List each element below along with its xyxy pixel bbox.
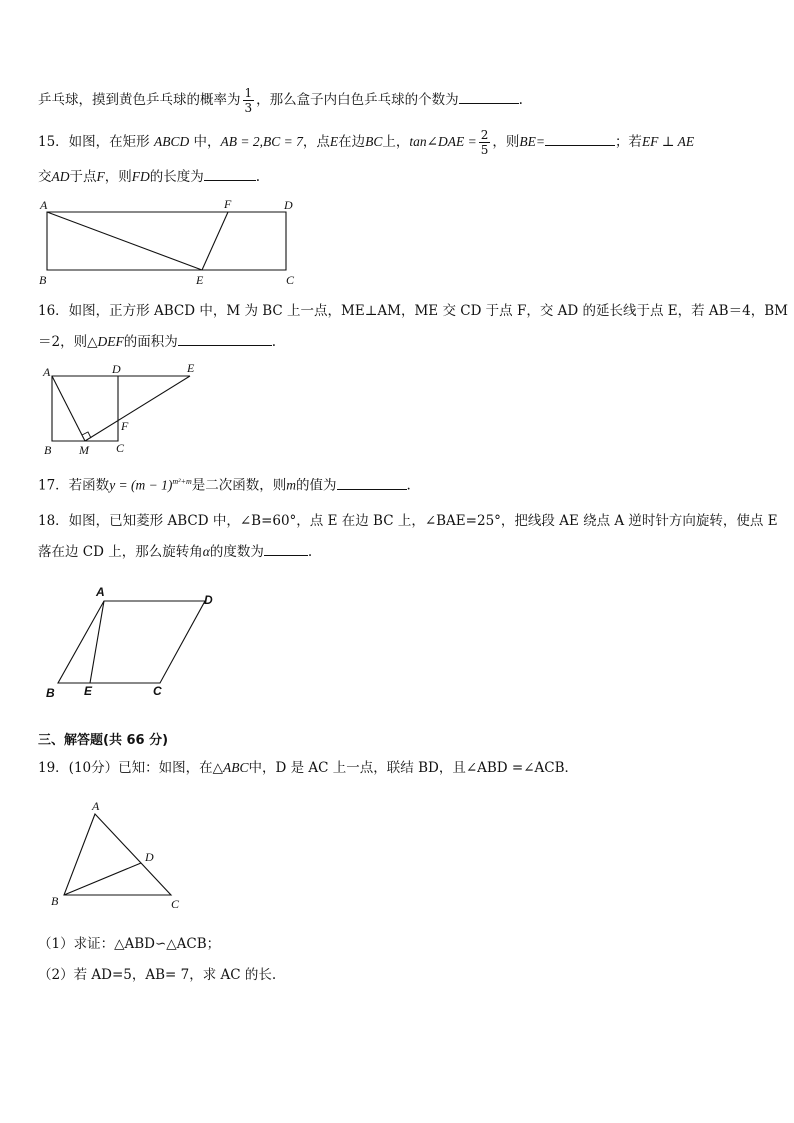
label-f: F bbox=[224, 197, 232, 211]
q14-answer-blank[interactable] bbox=[459, 89, 519, 104]
q15-be-blank[interactable] bbox=[545, 131, 615, 146]
q16-answer-blank[interactable] bbox=[178, 331, 272, 346]
q19-part2: （2）若 AD=5，AB= 7，求 AC 的长. bbox=[38, 967, 277, 983]
q14-line: 乒乓球，摸到黄色乒乓球的概率为 $\frac{1}{3}$ ，那么盒子内白色乒乓球的个数为 . bbox=[38, 86, 523, 115]
q14-text1: 乒乓球，摸到黄色乒乓球的概率为 bbox=[38, 92, 241, 108]
q15-rectangle-figure bbox=[30, 195, 310, 290]
label-d: D bbox=[112, 362, 121, 376]
q15-line2: 交AD于点F，则FD的长度为 . bbox=[38, 166, 260, 187]
q17-line: 17．若函数$y = (m - 1)^{m^2+m}$是二次函数，则m的值为 . bbox=[38, 472, 411, 496]
rectangle-abcd bbox=[47, 212, 286, 270]
q18-line2: 落在边 CD 上，那么旋转角α的度数为 . bbox=[38, 541, 312, 562]
label-b: B bbox=[51, 894, 59, 908]
label-c: C bbox=[153, 684, 162, 698]
segment-ef bbox=[202, 212, 228, 270]
q15-line1: 15．如图，在矩形 ABCD 中，AB = 2,BC = 7，点E在边BC上，tan∠DAE = $\frac{2}{5}$ ，则BE= ；若EF ⊥ AE bbox=[38, 128, 695, 157]
label-a: A bbox=[43, 365, 51, 379]
q14-fraction: $\frac{1}{3}$ bbox=[244, 86, 253, 115]
q19-line1: 19．(10分）已知：如图，在△ABC中，D 是 AC 上一点，联结 BD，且∠ABD =∠ACB． bbox=[38, 760, 579, 776]
label-c: C bbox=[116, 441, 125, 455]
q18-line1: 18．如图，已知菱形 ABCD 中，∠B=60°，点 E 在边 BC 上，∠BAE=25°，把线段 AE 绕点 A 逆时针方向旋转，使点 E bbox=[38, 513, 778, 529]
label-f: F bbox=[121, 419, 129, 433]
q16-line1: 16．如图，正方形 ABCD 中，M 为 BC 上一点，ME⊥AM，ME 交 CD 于点 F，交 AD 的延长线于点 E，若 AB＝4，BM bbox=[38, 303, 788, 319]
label-a: A bbox=[40, 198, 48, 212]
label-d: D bbox=[204, 593, 213, 607]
triangle-abc bbox=[64, 814, 171, 895]
q17-answer-blank[interactable] bbox=[337, 475, 407, 490]
label-c: C bbox=[171, 897, 180, 911]
label-b: B bbox=[46, 686, 55, 700]
label-a: A bbox=[96, 585, 105, 599]
label-e: E bbox=[196, 273, 204, 287]
q15-fd-blank[interactable] bbox=[204, 166, 256, 181]
label-e: E bbox=[187, 361, 195, 375]
q18-answer-blank[interactable] bbox=[264, 541, 308, 556]
segment-am bbox=[52, 376, 85, 441]
label-e: E bbox=[84, 684, 93, 698]
q19-part1: （1）求证：△ABD∽△ACB； bbox=[38, 936, 221, 952]
square-abcd bbox=[52, 376, 118, 441]
label-b: B bbox=[44, 443, 52, 457]
q14-text2: ，那么盒子内白色乒乓球的个数为 bbox=[256, 92, 459, 108]
label-m: M bbox=[79, 443, 89, 457]
rhombus-abcd bbox=[58, 601, 205, 683]
label-a: A bbox=[92, 799, 100, 813]
label-b: B bbox=[39, 273, 47, 287]
segment-me bbox=[85, 376, 190, 441]
section-heading: 三、解答题(共 66 分) bbox=[38, 733, 169, 748]
segment-bd bbox=[64, 863, 141, 895]
q16-square-figure bbox=[38, 360, 208, 460]
q18-rhombus-figure bbox=[40, 582, 230, 702]
q15-fraction: $\frac{2}{5}$ bbox=[480, 128, 489, 157]
segment-ae bbox=[47, 212, 202, 270]
label-d: D bbox=[145, 850, 154, 864]
label-c: C bbox=[286, 273, 295, 287]
q19-triangle-figure bbox=[46, 800, 196, 915]
q16-line2: ＝2，则△DEF的面积为 . bbox=[38, 331, 276, 352]
label-d: D bbox=[284, 198, 293, 212]
